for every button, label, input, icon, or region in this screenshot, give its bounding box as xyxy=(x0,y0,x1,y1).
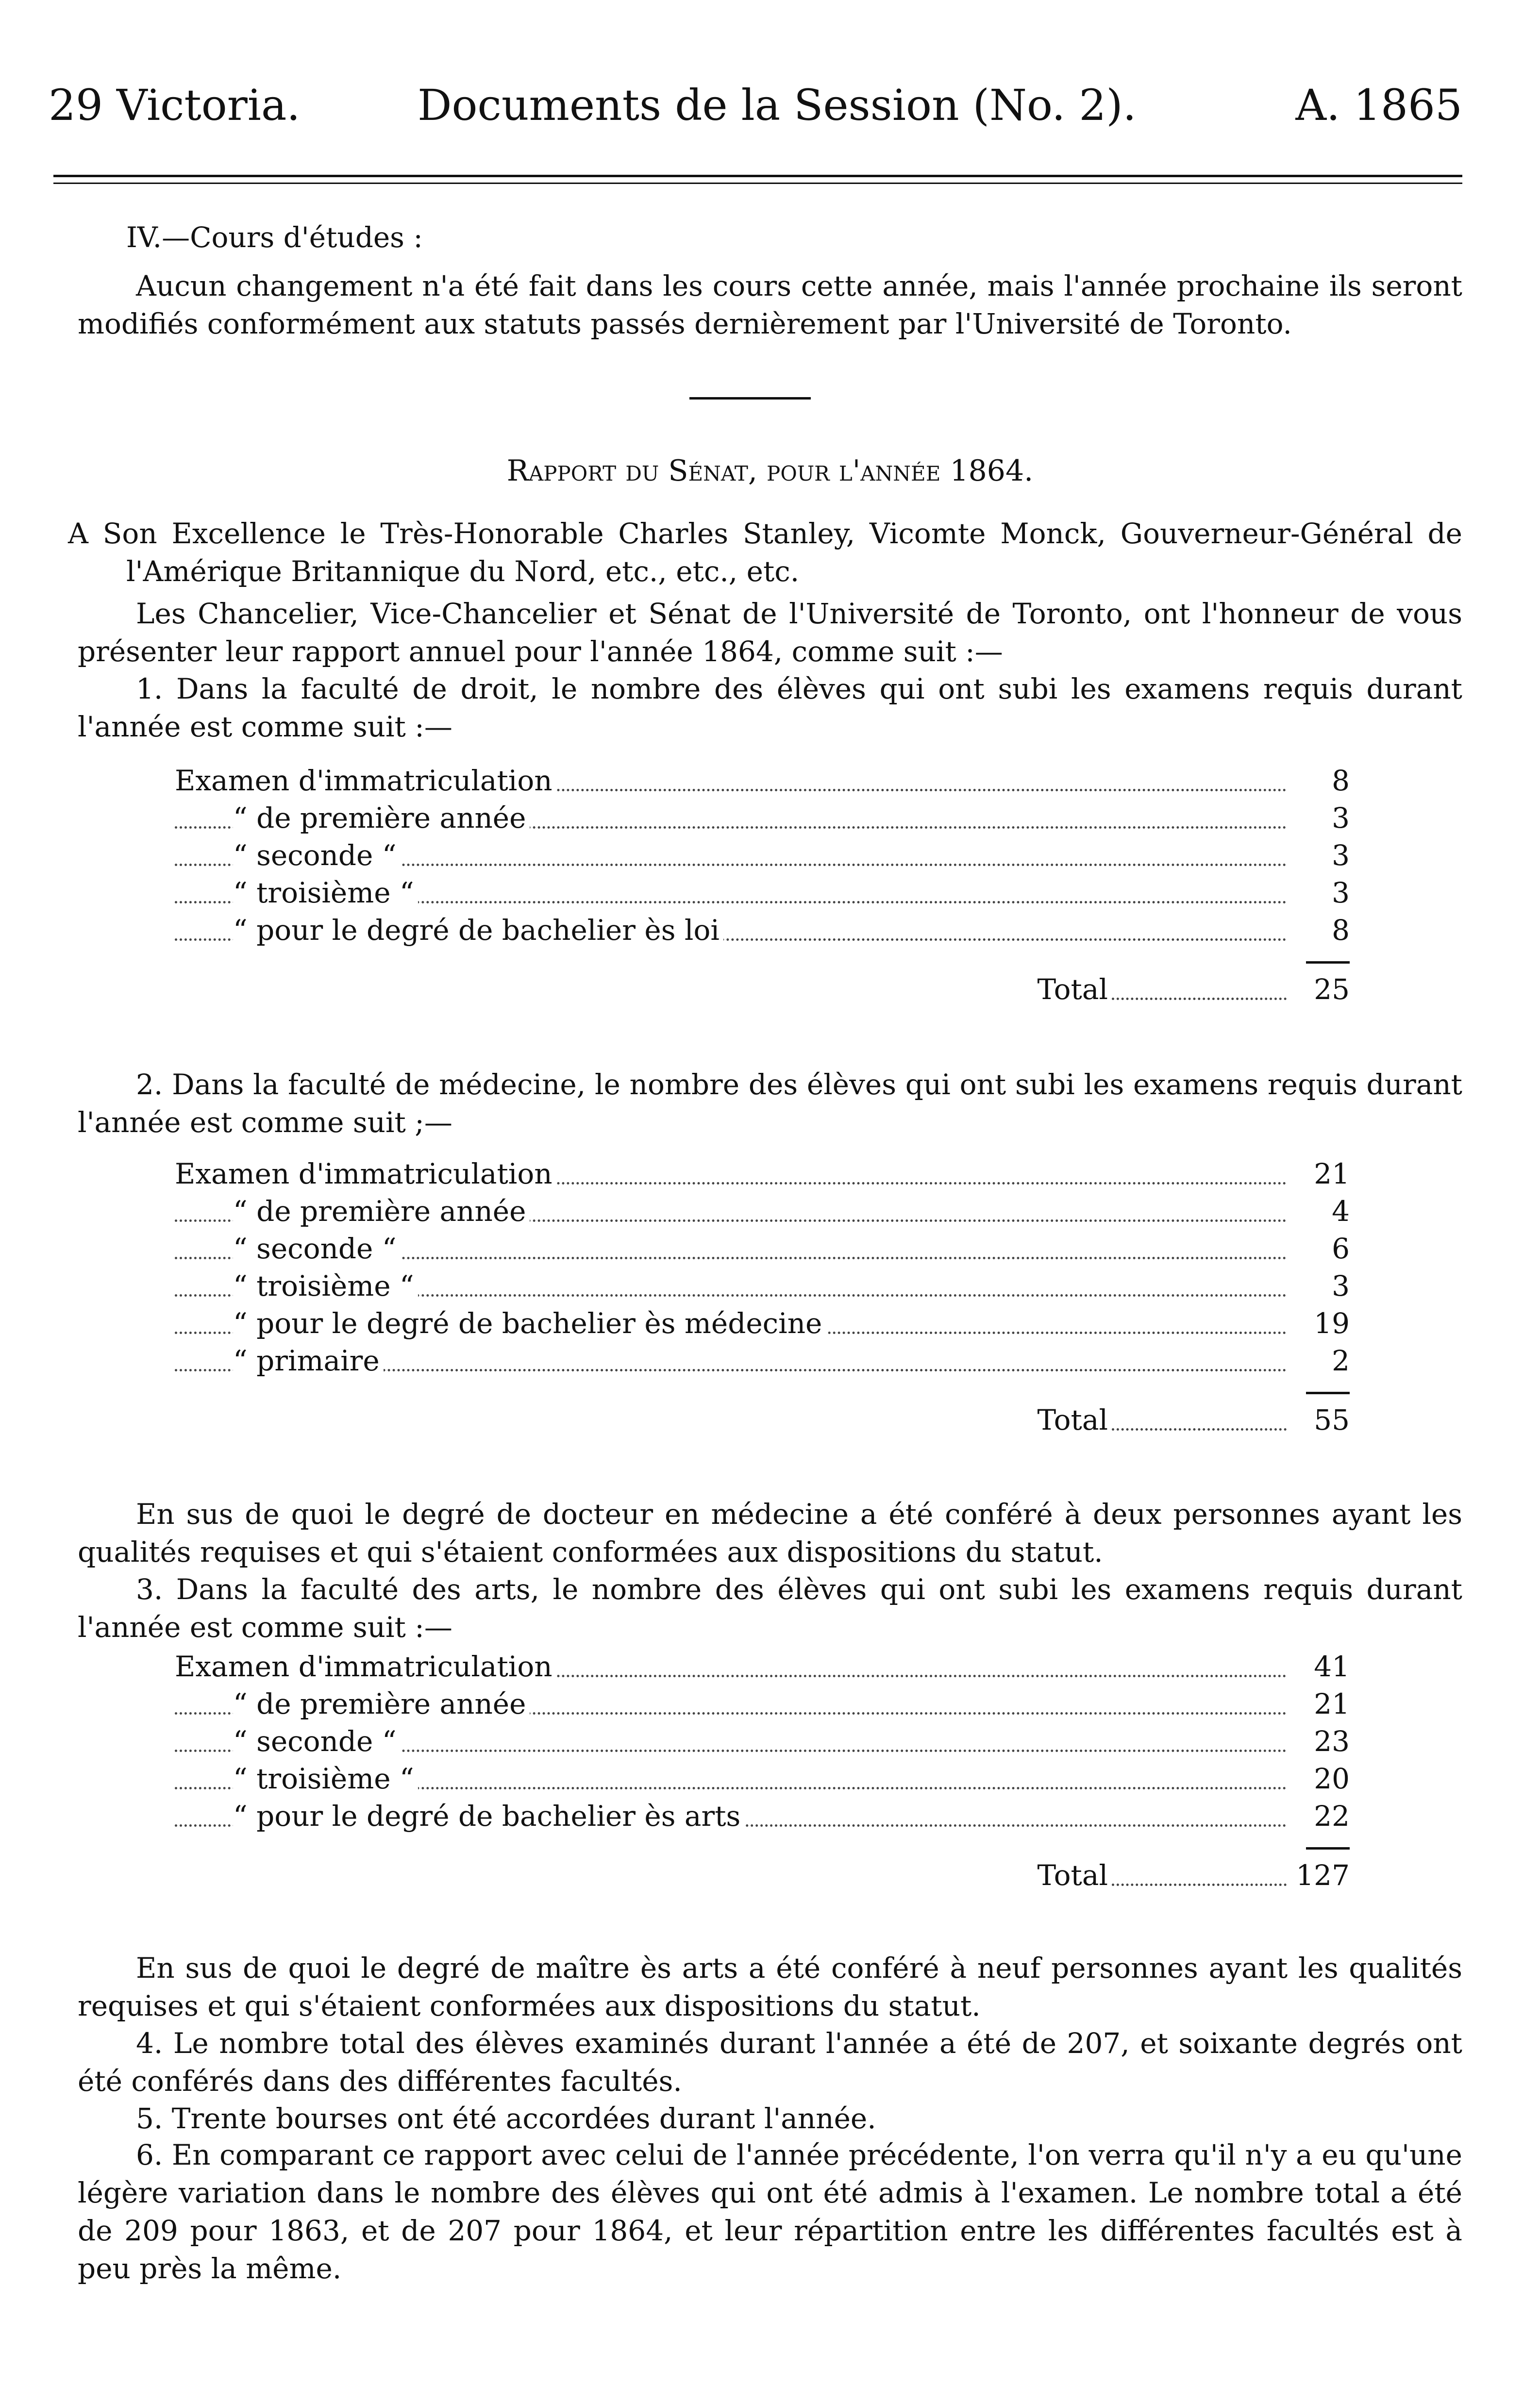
row-label: Examen d'immatriculation xyxy=(175,1155,556,1193)
row-value: 23 xyxy=(1291,1723,1350,1760)
table-row xyxy=(175,1685,1350,1723)
table-row xyxy=(175,1305,1350,1342)
sum-rule xyxy=(1306,1847,1350,1850)
total-value: 25 xyxy=(1291,971,1350,1008)
total-label: Total xyxy=(1037,1857,1112,1894)
total-value: 127 xyxy=(1291,1857,1350,1894)
total-row xyxy=(175,1402,1350,1439)
medicine-intro: 2. Dans la faculté de médecine, le nombre des élèves qui ont subi les examens requis durant l'année est comme suit ;— xyxy=(78,1068,1462,1139)
address-paragraph: A Son Excellence le Très-Honorable Charles Stanley, Vicomte Monck, Gouverneur-Général de l'Amérique Britannique du Nord, etc., etc., etc. xyxy=(68,517,1462,588)
paragraph-4: 4. Le nombre total des élèves examinés durant l'année a été de 207, et soixante degrés ont été conférés dans des différentes facultés. xyxy=(78,2027,1462,2098)
table-row xyxy=(175,1268,1350,1305)
header-right: A. 1865 xyxy=(1295,80,1462,130)
row-value: 22 xyxy=(1291,1798,1350,1835)
row-value: 6 xyxy=(1291,1230,1350,1268)
header-center: Documents de la Session (No. 2). xyxy=(418,80,1137,130)
total-row xyxy=(175,971,1350,1008)
sum-rule xyxy=(1306,961,1350,964)
row-label: “ pour le degré de bachelier ès loi xyxy=(233,912,723,949)
row-value: 3 xyxy=(1291,800,1350,837)
section-title: IV.—Cours d'études : xyxy=(126,221,423,254)
table-row xyxy=(175,1760,1350,1798)
table-row xyxy=(175,800,1350,837)
row-value: 8 xyxy=(1291,912,1350,949)
row-label: “ primaire xyxy=(233,1342,384,1380)
row-value: 20 xyxy=(1291,1760,1350,1798)
row-label: “ seconde “ xyxy=(233,837,400,874)
total-value: 55 xyxy=(1291,1402,1350,1439)
preamble-paragraph: Les Chancelier, Vice-Chancelier et Sénat de l'Université de Toronto, ont l'honneur de vous présenter leur rapport annuel pour l'année 1864, comme suit :— xyxy=(78,597,1462,668)
law-intro: 1. Dans la faculté de droit, le nombre des élèves qui ont subi les examens requis durant l'année est comme suit :— xyxy=(78,672,1462,743)
row-label: “ troisième “ xyxy=(233,1760,418,1798)
row-label: Examen d'immatriculation xyxy=(175,1648,556,1685)
law-table xyxy=(175,762,1350,1006)
table-row xyxy=(175,874,1350,912)
row-label: “ de première année xyxy=(233,800,530,837)
row-value: 21 xyxy=(1291,1685,1350,1723)
row-value: 3 xyxy=(1291,874,1350,912)
arts-note: En sus de quoi le degré de maître ès arts a été conféré à neuf personnes ayant les qualités requises et qui s'étaient conformées aux dispositions du statut. xyxy=(78,1952,1462,2022)
sum-rule xyxy=(1306,1392,1350,1394)
total-dot-leader xyxy=(1112,1857,1287,1886)
table-row xyxy=(175,762,1350,800)
report-title: Rapport du Sénat, pour l'année 1864. xyxy=(506,454,1034,488)
arts-table xyxy=(175,1648,1350,1892)
total-dot-leader xyxy=(1112,1402,1287,1431)
row-value: 2 xyxy=(1291,1342,1350,1380)
table-row xyxy=(175,1648,1350,1685)
header-rule-thin xyxy=(53,183,1462,184)
header-left: 29 Victoria. xyxy=(49,80,301,130)
row-label: “ de première année xyxy=(233,1193,530,1230)
row-value: 41 xyxy=(1291,1648,1350,1685)
section-divider xyxy=(689,397,811,400)
table-row xyxy=(175,1230,1350,1268)
table-row xyxy=(175,1155,1350,1193)
row-value: 21 xyxy=(1291,1155,1350,1193)
table-row xyxy=(175,1723,1350,1760)
header-rule xyxy=(53,175,1462,177)
row-value: 4 xyxy=(1291,1193,1350,1230)
table-row xyxy=(175,1798,1350,1835)
table-row xyxy=(175,912,1350,949)
intro-paragraph: Aucun changement n'a été fait dans les cours cette année, mais l'année prochaine ils seront modifiés conformément aux statuts passés dernièrement par l'Université de Toronto. xyxy=(78,269,1462,340)
row-label: “ de première année xyxy=(233,1685,530,1723)
row-label: Examen d'immatriculation xyxy=(175,762,556,800)
row-label: “ troisième “ xyxy=(233,874,418,912)
row-value: 3 xyxy=(1291,1268,1350,1305)
row-value: 8 xyxy=(1291,762,1350,800)
row-label: “ troisième “ xyxy=(233,1268,418,1305)
medicine-note: En sus de quoi le degré de docteur en médecine a été conféré à deux personnes ayant les qualités requises et qui s'étaient conformées aux dispositions du statut. xyxy=(78,1498,1462,1568)
row-label: “ pour le degré de bachelier ès médecine xyxy=(233,1305,826,1342)
paragraph-6: 6. En comparant ce rapport avec celui de l'année précédente, l'on verra qu'il n'y a eu qu'une légère variation dans le nombre des élèves qui ont été admis à l'examen. Le nombre total a été de 209 pour 1863, et de 207 pour 1864, et leur répartition entre les différentes facultés est à peu près la même. xyxy=(78,2138,1462,2285)
table-row xyxy=(175,1342,1350,1380)
total-label: Total xyxy=(1037,1402,1112,1439)
row-value: 19 xyxy=(1291,1305,1350,1342)
row-label: “ seconde “ xyxy=(233,1723,400,1760)
row-label: “ pour le degré de bachelier ès arts xyxy=(233,1798,744,1835)
paragraph-5: 5. Trente bourses ont été accordées durant l'année. xyxy=(136,2102,876,2135)
total-dot-leader xyxy=(1112,971,1287,1000)
arts-intro: 3. Dans la faculté des arts, le nombre des élèves qui ont subi les examens requis durant l'année est comme suit :— xyxy=(78,1573,1462,1644)
total-label: Total xyxy=(1037,971,1112,1008)
row-label: “ seconde “ xyxy=(233,1230,400,1268)
running-header xyxy=(49,80,1462,133)
total-row xyxy=(175,1857,1350,1894)
medicine-table xyxy=(175,1155,1350,1436)
table-row xyxy=(175,1193,1350,1230)
row-value: 3 xyxy=(1291,837,1350,874)
table-row xyxy=(175,837,1350,874)
